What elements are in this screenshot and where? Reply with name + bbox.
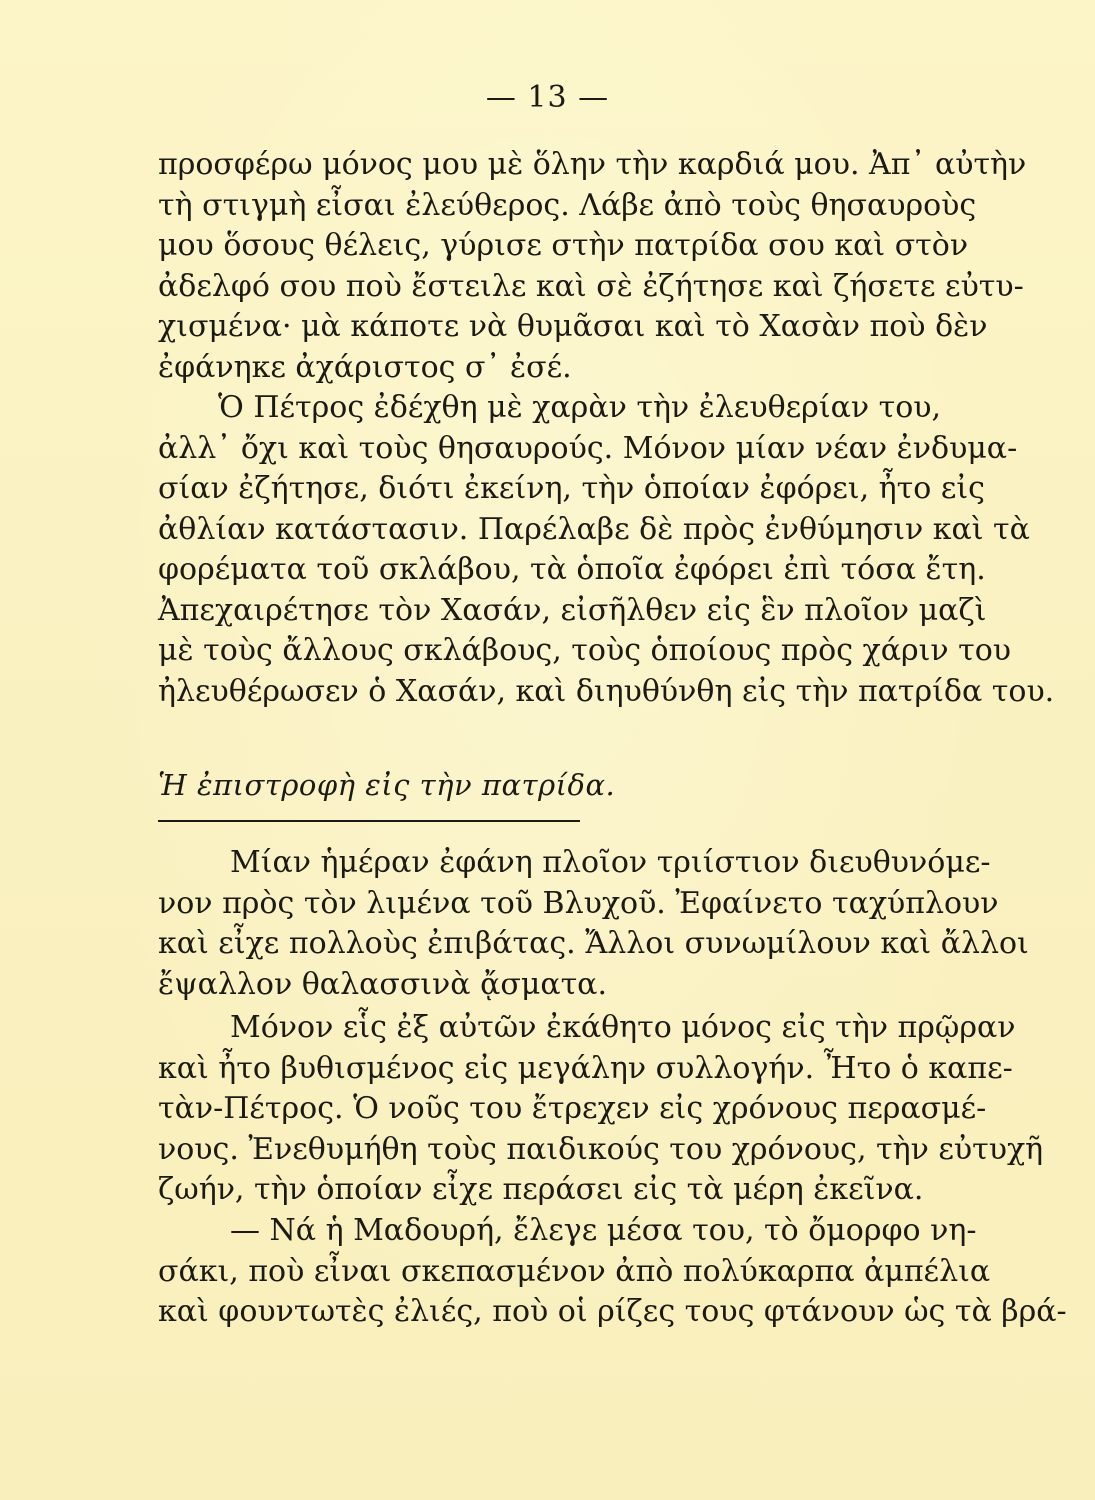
page-number: — 13 — [485, 80, 610, 115]
text-line: — Νά ἡ Μαδουρή, ἔλεγε μέσα του, τὸ ὄμορφο νη- [230, 1213, 977, 1248]
text-line: καὶ ἦτο βυθισμένος εἰς μεγάλην συλλογήν. Ἦτο ὁ καπε- [158, 1050, 1013, 1086]
text-line: ἠλευθέρωσεν ὁ Χασάν, καὶ διηυθύνθη εἰς τὴν πατρίδα του. [158, 673, 1055, 709]
text-line: Μίαν ἡμέραν ἐφάνη πλοῖον τριίστιον διευθυνόμε- [230, 845, 991, 880]
text-line: καὶ εἶχε πολλοὺς ἐπιβάτας. Ἄλλοι συνωμίλουν καὶ ἄλλοι [158, 926, 1029, 961]
text-line: τὴ στιγμὴ εἶσαι ἐλεύθερος. Λάβε ἀπὸ τοὺς θησαυροὺς [158, 187, 977, 223]
text-line: ἔψαλλον θαλασσινὰ ᾄσματα. [158, 966, 607, 1002]
text-line: τὰν-Πέτρος. Ὁ νοῦς του ἔτρεχεν εἰς χρόνους περασμέ- [158, 1091, 987, 1126]
text-line: ἀθλίαν κατάστασιν. Παρέλαβε δὲ πρὸς ἐνθύμησιν καὶ τὰ [158, 511, 1030, 547]
paragraph-2 [158, 388, 1055, 712]
text-line: φορέματα τοῦ σκλάβου, τὰ ὁποῖα ἐφόρει ἐπὶ τόσα ἔτη. [158, 552, 986, 587]
text-line: νον πρὸς τὸν λιμένα τοῦ Βλυχοῦ. Ἐφαίνετο ταχύπλουν [158, 885, 999, 921]
text-line: χισμένα· μὰ κάποτε νὰ θυμᾶσαι καὶ τὸ Χασὰν ποὺ δὲν [158, 309, 988, 344]
text-line: Ἀπεχαιρέτησε τὸν Χασάν, εἰσῆλθεν εἰς ἓν πλοῖον μαζὶ [158, 592, 987, 628]
text-line: νους. Ἐνεθυμήθη τοὺς παιδικούς του χρόνους, τὴν εὐτυχῆ [158, 1131, 1044, 1167]
text-line: σίαν ἐζήτησε, διότι ἐκείνη, τὴν ὁποίαν ἐφόρει, ἦτο εἰς [158, 471, 985, 506]
text-line: καὶ φουντωτὲς ἐλιές, ποὺ οἱ ρίζες τους φτάνουν ὡς τὰ βρά- [158, 1294, 1067, 1329]
text-line: Ὁ Πέτρος ἐδέχθη μὲ χαρὰν τὴν ἐλευθερίαν του, [218, 390, 942, 425]
text-line: ἐφάνηκε ἀχάριστος σ᾽ ἐσέ. [158, 349, 572, 385]
paragraph-1 [158, 145, 1027, 388]
paragraph-5 [158, 1211, 1067, 1333]
heading-underline [158, 820, 580, 822]
text-line: ἀλλ᾽ ὄχι καὶ τοὺς θησαυρούς. Μόνον μίαν νέαν ἐνδυμα- [158, 430, 1018, 466]
text-line: Μόνον εἷς ἐξ αὐτῶν ἐκάθητο μόνος εἰς τὴν πρῷραν [230, 1010, 1016, 1045]
text-line: προσφέρω μόνος μου μὲ ὅλην τὴν καρδιά μου. Ἀπ᾽ αὐτὴν [158, 147, 1027, 182]
section-heading: Ἡ ἐπιστροφὴ εἰς τὴν πατρίδα. [158, 768, 616, 802]
text-line: σάκι, ποὺ εἶναι σκεπασμένον ἀπὸ πολύκαρπα ἀμπέλια [158, 1253, 991, 1289]
text-line: ἀδελφό σου ποὺ ἔστειλε καὶ σὲ ἐζήτησε καὶ ζήσετε εὐτυ- [158, 268, 1024, 304]
paragraph-3 [158, 843, 1029, 1005]
paragraph-4 [158, 1008, 1044, 1211]
text-line: μὲ τοὺς ἄλλους σκλάβους, τοὺς ὁποίους πρὸς χάριν του [158, 633, 1012, 668]
text-line: μου ὅσους θέλεις, γύρισε στὴν πατρίδα σου καὶ στὸν [158, 228, 969, 263]
text-line: ζωήν, τὴν ὁποίαν εἶχε περάσει εἰς τὰ μέρη ἐκεῖνα. [158, 1172, 924, 1207]
